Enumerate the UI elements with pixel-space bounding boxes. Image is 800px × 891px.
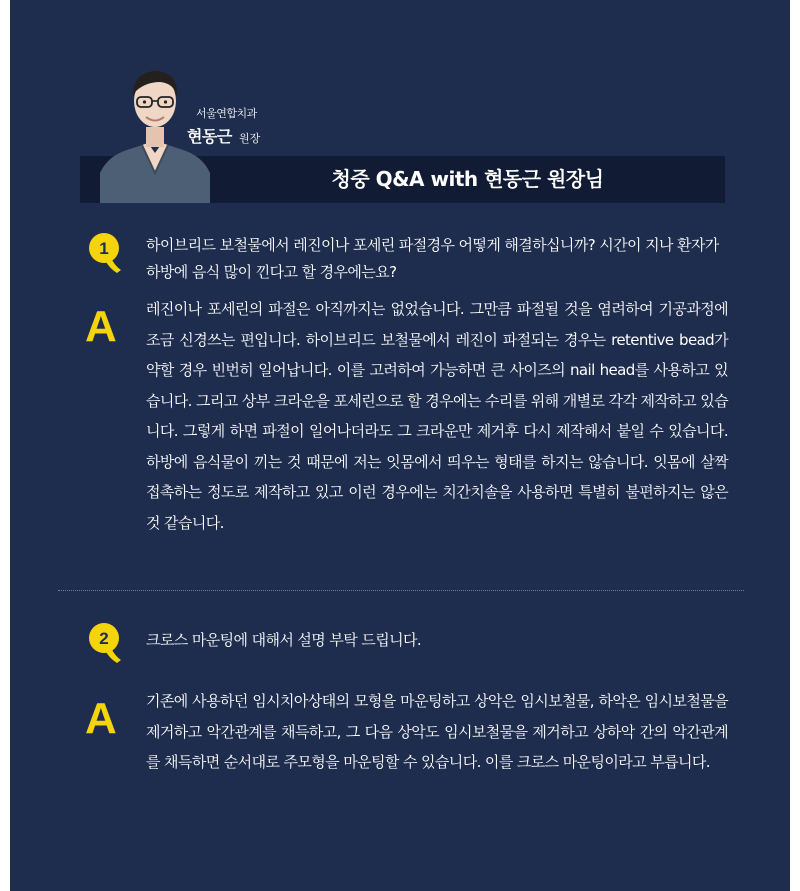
clinic-name: 서울연합치과 <box>196 107 257 120</box>
doctor-role: 원장 <box>238 132 261 145</box>
a2-mark: A <box>85 694 117 743</box>
q2-number: 2 <box>99 629 109 648</box>
q2-icon <box>87 620 121 664</box>
a1-mark: A <box>85 302 117 351</box>
question-1-text: 하이브리드 보철물에서 레진이나 포세린 파절경우 어떻게 해결하십니까? 시간이 지나 환자가 하방에 음식 많이 낀다고 할 경우에는요? <box>146 236 719 281</box>
answer-2-text: 기존에 사용하던 임시치아상태의 모형을 마운팅하고 상악은 임시보철물, 하악은 임시보철물을 제거하고 악간관계를 채득하고, 그 다음 상악도 임시보철물을 제거하고 상하악 간의 악간관계를 채득하면 순서대로 주모형을 마운팅할 수 있습니다. 이를 크로스 마운팅이라고 부릅니다. <box>146 692 728 771</box>
doctor-name: 현동근 <box>187 127 232 146</box>
page-title: 청중 Q&A with 현동근 원장님 <box>331 167 604 191</box>
answer-1-text: 레진이나 포세린의 파절은 아직까지는 없었습니다. 그만큼 파절될 것을 염려하여 기공과정에 조금 신경쓰는 편입니다. 하이브리드 보철물에서 레진이 파절되는 경우는 retentive bead가 약할 경우 빈번히 일어납니다. 이를 고려하여 가능하면 큰 사이즈의 nail head를 사용하고 있습니다. 그리고 상부 크라운을 포세린으로 할 경우에는 수리를 위해 개별로 각각 제작하고 있습니다. 그렇게 하면 파절이 일어나더라도 그 크라운만 제거후 다시 제작해서 붙일 수 있습니다. 하방에 음식물이 끼는 것 때문에 저는 잇몸에서 띄우는 형태를 하지는 않습니다. 잇몸에 살짝 접촉하는 정도로 제작하고 있고 이런 경우에는 치간치솔을 사용하면 특별히 불편하지는 않은 것 같습니다. <box>146 300 729 532</box>
section-divider <box>58 590 744 591</box>
doctor-label <box>187 124 260 147</box>
q1-number: 1 <box>99 239 109 258</box>
q1-icon <box>87 230 121 274</box>
question-2-text: 크로스 마운팅에 대해서 설명 부탁 드립니다. <box>146 631 422 649</box>
